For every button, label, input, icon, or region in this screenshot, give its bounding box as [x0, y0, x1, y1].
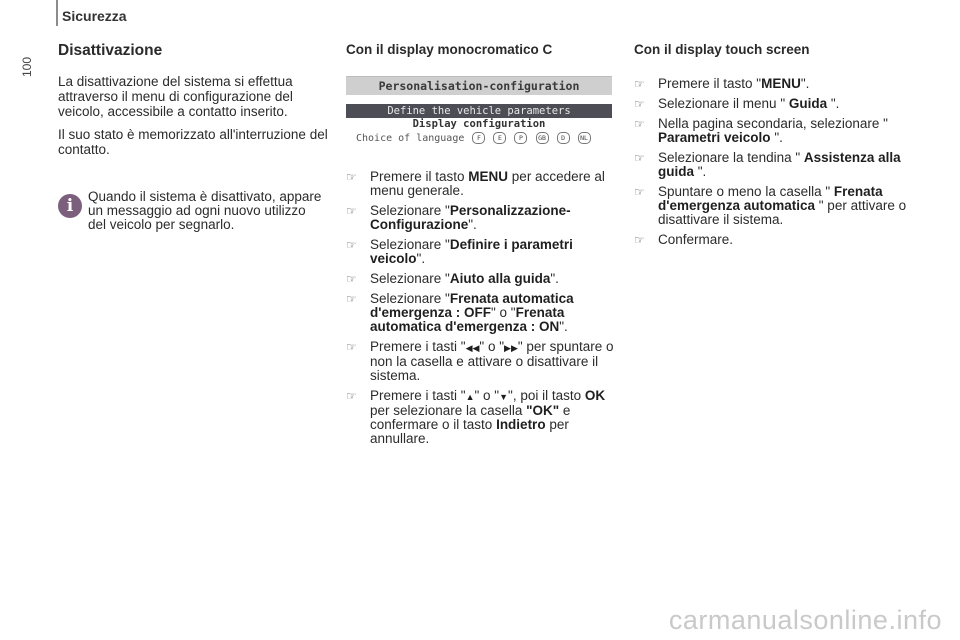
list-item: ☞ Selezionare "Aiuto alla guida".: [346, 271, 559, 286]
pointer-icon: ☞: [346, 292, 357, 306]
watermark-text: carmanualsonline.info: [668, 605, 942, 635]
column-touchscreen: [634, 42, 924, 253]
arrow-up-icon: ▲: [465, 392, 475, 402]
fast-forward-icon: ▶▶: [504, 343, 518, 353]
pointer-icon: ☞: [346, 170, 357, 184]
list-item: ☞ Selezionare il menu " Guida ".: [634, 96, 840, 111]
pointer-icon: ☞: [634, 97, 645, 111]
list-item: ☞ Premere il tasto MENU per accedere al menu generale.: [346, 169, 605, 198]
language-flag: F: [472, 132, 485, 144]
display-language-label: Choice of language: [356, 133, 465, 144]
language-flag: GB: [536, 132, 549, 144]
display-row-3: [356, 132, 612, 146]
pointer-icon: ☞: [346, 272, 357, 286]
pointer-icon: ☞: [346, 204, 357, 218]
list-item: ☞ Premere i tasti "▲" o "▼", poi il tasto OK per selezionare la casella "OK" e confermare o il tasto Indietro per annullare.: [346, 388, 606, 446]
list-item: ☞ Premere il tasto "MENU".: [634, 76, 810, 91]
info-text: Quando il sistema è disattivato, appare un messaggio ad ogni nuovo utilizzo del veicolo per segnarlo.: [88, 189, 322, 232]
arrow-down-icon: ▼: [499, 392, 509, 402]
list-item: ☞ Selezionare "Frenata automatica d'emergenza : OFF" o "Frenata automatica d'emergenza : ON".: [346, 291, 574, 334]
list-item: ☞ Spuntare o meno la casella " Frenata d'emergenza automatica " per attivare o disattivare il sistema.: [634, 184, 907, 227]
language-flag: E: [493, 132, 506, 144]
monochrome-display: [346, 76, 612, 148]
list-item: ☞ Premere i tasti "◀◀" o "▶▶" per spuntare o non la casella e attivare o disattivare il sistema.: [346, 339, 614, 383]
pointer-icon: ☞: [634, 185, 645, 199]
info-icon: i: [58, 194, 82, 218]
display-row-2: Display configuration: [412, 118, 546, 130]
pointer-icon: ☞: [634, 151, 645, 165]
pointer-icon: ☞: [346, 389, 357, 403]
monochrome-steps: [346, 170, 616, 452]
language-flag: NL: [578, 132, 591, 144]
list-item: ☞ Confermare.: [634, 232, 734, 247]
deactivation-paragraph-1: La disattivazione del sistema si effettua attraverso il menu di configurazione del veicolo, accessibile a contatto inserito.: [58, 74, 293, 119]
touchscreen-title: Con il display touch screen: [634, 42, 810, 57]
rewind-icon: ◀◀: [465, 343, 480, 353]
list-item: ☞ Nella pagina secondaria, selezionare " Parametri veicolo ".: [634, 116, 888, 145]
list-item: ☞ Selezionare "Personalizzazione-Configurazione".: [346, 203, 571, 232]
page-number: 100: [20, 56, 34, 78]
language-flag: D: [557, 132, 570, 144]
deactivation-title: Disattivazione: [58, 42, 163, 59]
pointer-icon: ☞: [634, 233, 645, 247]
language-flag: P: [514, 132, 527, 144]
header-divider: [56, 0, 58, 26]
pointer-icon: ☞: [346, 340, 357, 354]
pointer-icon: ☞: [634, 77, 645, 91]
display-highlight-row: Define the vehicle parameters: [346, 104, 612, 118]
pointer-icon: ☞: [634, 117, 645, 131]
column-deactivation: [58, 42, 328, 165]
column-monochrome: [346, 42, 621, 57]
list-item: ☞ Selezionare la tendina " Assistenza alla guida ".: [634, 150, 901, 179]
deactivation-paragraph-2: Il suo stato è memorizzato all'interruzione del contatto.: [58, 127, 328, 157]
section-title: Sicurezza: [62, 8, 127, 24]
pointer-icon: ☞: [346, 238, 357, 252]
list-item: ☞ Selezionare "Definire i parametri veicolo".: [346, 237, 573, 266]
display-header: Personalisation-configuration: [346, 76, 612, 95]
monochrome-title: Con il display monocromatico C: [346, 42, 553, 57]
